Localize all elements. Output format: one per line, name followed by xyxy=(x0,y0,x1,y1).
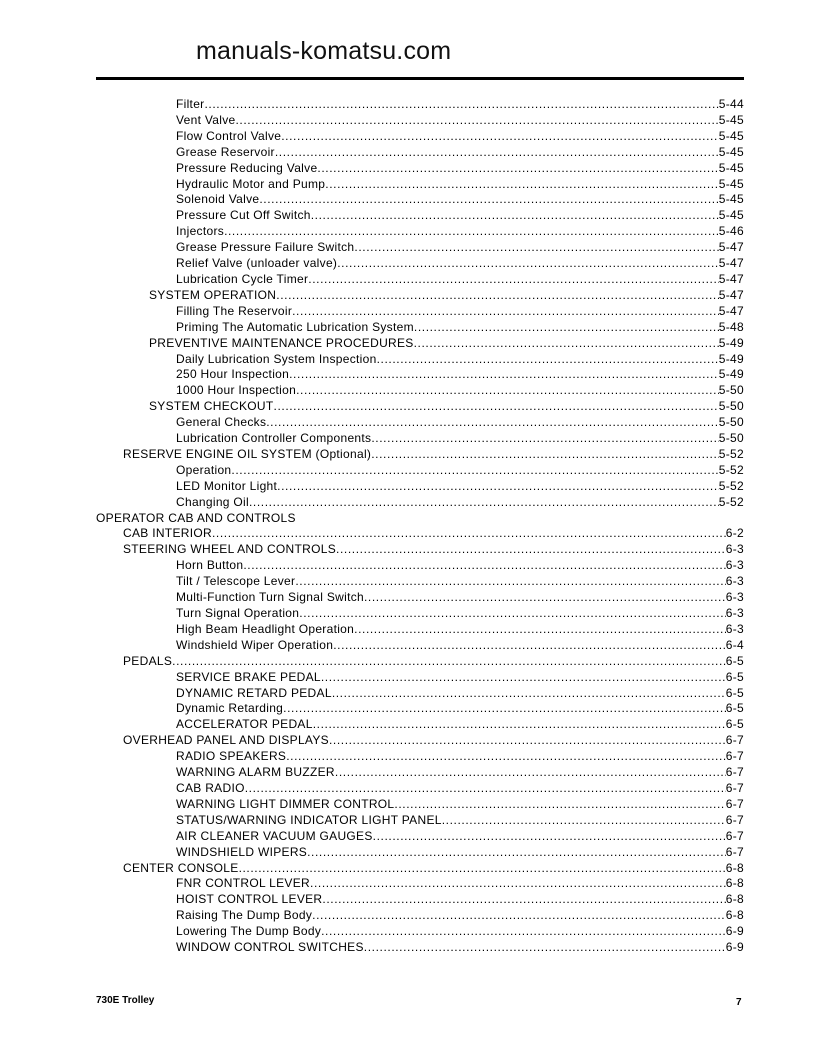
toc-entry[interactable] xyxy=(96,797,744,813)
toc-entry-title: Windshield Wiper Operation xyxy=(176,637,334,652)
toc-entry-title: 1000 Hour Inspection xyxy=(176,383,297,398)
toc-entry[interactable] xyxy=(96,701,744,717)
toc-entry[interactable] xyxy=(96,145,744,161)
dot-leader xyxy=(276,288,719,304)
toc-entry[interactable] xyxy=(96,479,744,495)
toc-entry[interactable] xyxy=(96,813,744,829)
toc-entry-title: General Checks xyxy=(176,415,267,430)
dot-leader xyxy=(354,240,718,256)
toc-entry-title: WARNING LIGHT DIMMER CONTROL xyxy=(176,796,395,811)
toc-entry-title: Pressure Cut Off Switch xyxy=(176,208,311,223)
toc-entry-title: Filling The Reservoir xyxy=(176,303,293,318)
dot-leader xyxy=(414,336,719,352)
toc-entry[interactable] xyxy=(96,542,744,558)
toc-entry-page: 6-9 xyxy=(725,940,744,955)
dot-leader xyxy=(224,224,719,240)
toc-entry-title: FNR CONTROL LEVER xyxy=(176,876,311,891)
toc-entry-title: Lubrication Controller Components xyxy=(176,431,372,446)
toc-entry-page: 5-52 xyxy=(718,494,744,509)
toc-entry-page: 6-3 xyxy=(725,606,744,620)
toc-entry-title: Flow Control Valve xyxy=(176,128,282,143)
dot-leader xyxy=(243,558,725,574)
toc-entry-title: Turn Signal Operation xyxy=(176,606,300,620)
toc-entry[interactable] xyxy=(96,845,744,861)
toc-entry[interactable] xyxy=(96,208,744,224)
toc-entry[interactable] xyxy=(96,749,744,765)
toc-entry[interactable] xyxy=(96,240,744,256)
toc-entry-title: Raising The Dump Body xyxy=(176,908,313,923)
dot-leader xyxy=(286,749,726,765)
dot-leader xyxy=(371,431,718,447)
dot-leader xyxy=(283,701,726,717)
toc-entry-title: Changing Oil xyxy=(176,494,249,509)
toc-entry-page: 5-44 xyxy=(718,97,744,111)
toc-entry-title: High Beam Headlight Operation xyxy=(176,621,355,636)
table-of-contents xyxy=(96,97,744,956)
toc-entry-page: 5-50 xyxy=(718,383,744,398)
dot-leader xyxy=(311,208,719,224)
toc-entry-page: 5-49 xyxy=(718,367,744,382)
toc-entry[interactable] xyxy=(96,606,744,622)
toc-entry-page: 5-46 xyxy=(718,224,744,239)
toc-entry-page: 5-52 xyxy=(718,446,744,461)
toc-entry-title: WINDSHIELD WIPERS xyxy=(176,844,308,859)
toc-entry-page: 6-7 xyxy=(725,733,744,748)
toc-entry-page: 5-50 xyxy=(718,415,744,430)
toc-entry[interactable] xyxy=(96,352,744,368)
toc-entry[interactable] xyxy=(96,192,744,208)
toc-entry-page: 5-45 xyxy=(718,112,744,127)
toc-entry-title: Relief Valve (unloader valve) xyxy=(176,256,338,271)
dot-leader xyxy=(239,861,726,877)
dot-leader xyxy=(204,97,718,113)
dot-leader xyxy=(310,876,726,892)
toc-entry[interactable] xyxy=(96,940,744,956)
toc-entry-page: 6-2 xyxy=(725,526,744,541)
toc-entry-title: Multi-Function Turn Signal Switch xyxy=(176,590,364,605)
toc-entry[interactable] xyxy=(96,638,744,654)
toc-entry-page: 5-45 xyxy=(718,192,744,207)
toc-entry-page: 6-5 xyxy=(725,701,744,716)
dot-leader xyxy=(277,479,719,495)
dot-leader xyxy=(172,654,726,670)
toc-entry[interactable] xyxy=(96,908,744,924)
dot-leader xyxy=(312,908,726,924)
dot-leader xyxy=(377,352,719,368)
toc-entry[interactable] xyxy=(96,113,744,129)
toc-entry-page: 5-47 xyxy=(718,240,744,255)
toc-entry-page: 6-7 xyxy=(725,765,744,780)
toc-entry-page: 6-8 xyxy=(725,908,744,923)
toc-entry[interactable] xyxy=(96,129,744,145)
toc-entry-page: 5-45 xyxy=(718,144,744,159)
toc-entry-title: Pressure Reducing Valve xyxy=(176,160,318,175)
toc-entry-page: 5-48 xyxy=(718,319,744,334)
toc-entry-page: 6-4 xyxy=(725,637,744,652)
dot-leader xyxy=(325,177,719,193)
dot-leader xyxy=(336,542,726,558)
toc-entry-title: Vent Valve xyxy=(176,112,236,127)
toc-entry[interactable] xyxy=(96,590,744,606)
toc-entry[interactable] xyxy=(96,367,744,383)
toc-entry[interactable] xyxy=(96,686,744,702)
toc-entry-page: 6-7 xyxy=(725,844,744,859)
toc-entry[interactable] xyxy=(96,733,744,749)
toc-entry-title: Tilt / Telescope Lever xyxy=(176,574,296,589)
watermark: manuals-komatsu.com xyxy=(196,37,452,65)
dot-leader xyxy=(335,765,726,781)
toc-entry[interactable] xyxy=(96,272,744,288)
toc-entry-title: STATUS/WARNING INDICATOR LIGHT PANEL xyxy=(176,812,442,827)
toc-entry-page: 5-49 xyxy=(718,351,744,366)
header-rule xyxy=(96,77,744,80)
dot-leader xyxy=(249,495,719,511)
toc-entry-title: SYSTEM OPERATION xyxy=(149,287,277,302)
toc-entry-title: LED Monitor Light xyxy=(176,478,278,493)
dot-leader xyxy=(329,733,726,749)
toc-entry-title: Injectors xyxy=(176,224,225,239)
toc-entry-title: Horn Button xyxy=(176,558,244,573)
toc-entry[interactable] xyxy=(96,861,744,877)
toc-entry-title: Lowering The Dump Body xyxy=(176,924,322,939)
toc-entry-title: DYNAMIC RETARD PEDAL xyxy=(176,685,332,700)
dot-leader xyxy=(266,415,719,431)
toc-entry-page: 6-7 xyxy=(725,749,744,764)
dot-leader xyxy=(354,622,726,638)
toc-entry-page: 5-45 xyxy=(718,160,744,175)
dot-leader xyxy=(295,574,725,590)
toc-entry-page: 6-5 xyxy=(725,717,744,732)
toc-entry[interactable] xyxy=(96,670,744,686)
dot-leader xyxy=(296,383,719,399)
toc-entry-page: 5-47 xyxy=(718,303,744,318)
toc-entry-title: Solenoid Valve xyxy=(176,192,260,207)
toc-entry-page: 6-3 xyxy=(725,621,744,636)
dot-leader xyxy=(321,670,726,686)
dot-leader xyxy=(275,145,719,161)
toc-entry[interactable] xyxy=(96,256,744,272)
toc-entry-page: 5-50 xyxy=(718,431,744,446)
toc-entry-title: SERVICE BRAKE PEDAL xyxy=(176,669,321,684)
toc-entry-page: 6-3 xyxy=(725,574,744,589)
toc-entry-page: 6-3 xyxy=(725,542,744,557)
toc-entry-title: STEERING WHEEL AND CONTROLS xyxy=(123,542,337,557)
toc-entry[interactable] xyxy=(96,304,744,320)
dot-leader xyxy=(292,304,719,320)
dot-leader xyxy=(289,367,719,383)
toc-entry[interactable] xyxy=(96,224,744,240)
toc-entry-page: 5-45 xyxy=(718,128,744,143)
toc-entry-title: Hydraulic Motor and Pump xyxy=(176,176,326,191)
toc-entry[interactable] xyxy=(96,876,744,892)
toc-entry-page: 6-8 xyxy=(725,892,744,907)
dot-leader xyxy=(308,272,719,288)
dot-leader xyxy=(259,192,718,208)
toc-entry-title: Daily Lubrication System Inspection xyxy=(176,351,377,366)
toc-entry-page: 6-7 xyxy=(725,780,744,795)
toc-entry-title: Grease Reservoir xyxy=(176,144,275,159)
toc-entry-title: OVERHEAD PANEL AND DISPLAYS xyxy=(123,733,329,748)
toc-entry-title: RADIO SPEAKERS xyxy=(176,749,287,764)
toc-entry-title: OPERATOR CAB AND CONTROLS xyxy=(96,510,296,525)
toc-entry[interactable] xyxy=(96,177,744,193)
toc-entry[interactable] xyxy=(96,463,744,479)
toc-entry-page: 5-52 xyxy=(718,478,744,493)
toc-entry[interactable] xyxy=(96,781,744,797)
toc-entry-page: 6-3 xyxy=(725,590,744,605)
toc-entry-page: 6-3 xyxy=(725,558,744,573)
footer-page-number: 7 xyxy=(736,997,742,1008)
toc-entry-title: WARNING ALARM BUZZER xyxy=(176,765,335,780)
dot-leader xyxy=(337,256,719,272)
toc-entry-title: AIR CLEANER VACUUM GAUGES xyxy=(176,828,373,843)
toc-entry-page: 6-7 xyxy=(725,812,744,827)
toc-entry[interactable] xyxy=(96,829,744,845)
dot-leader xyxy=(307,845,726,861)
toc-entry[interactable] xyxy=(96,161,744,177)
toc-entry[interactable] xyxy=(96,622,744,638)
toc-entry-page: 6-8 xyxy=(725,876,744,891)
toc-entry-title: CAB INTERIOR xyxy=(123,526,212,541)
dot-leader xyxy=(235,113,718,129)
toc-entry-page: 5-50 xyxy=(718,399,744,414)
toc-entry[interactable] xyxy=(96,447,744,463)
toc-entry-title: ACCELERATOR PEDAL xyxy=(176,717,313,732)
toc-entry-title: RESERVE ENGINE OIL SYSTEM (Optional) xyxy=(123,446,372,461)
dot-leader xyxy=(364,940,726,956)
toc-entry[interactable] xyxy=(96,511,744,527)
toc-entry-title: CENTER CONSOLE xyxy=(123,860,239,875)
toc-entry-title: WINDOW CONTROL SWITCHES xyxy=(176,940,364,955)
toc-entry-page: 5-45 xyxy=(718,208,744,223)
toc-entry[interactable] xyxy=(96,399,744,415)
toc-entry[interactable] xyxy=(96,558,744,574)
toc-entry[interactable] xyxy=(96,924,744,940)
toc-entry-page: 6-5 xyxy=(725,685,744,700)
dot-leader xyxy=(245,781,726,797)
toc-entry[interactable] xyxy=(96,320,744,336)
dot-leader xyxy=(322,892,725,908)
dot-leader xyxy=(321,924,726,940)
toc-entry-title: Dynamic Retarding xyxy=(176,701,284,716)
toc-entry[interactable] xyxy=(96,97,744,113)
dot-leader xyxy=(332,686,726,702)
toc-entry-title: HOIST CONTROL LEVER xyxy=(176,892,323,907)
toc-entry-page: 6-8 xyxy=(725,860,744,875)
toc-entry-page: 6-9 xyxy=(725,924,744,939)
dot-leader xyxy=(373,829,726,845)
toc-entry-page: 6-7 xyxy=(725,828,744,843)
toc-entry[interactable] xyxy=(96,765,744,781)
toc-entry-page: 6-7 xyxy=(725,796,744,811)
toc-entry-title: Filter xyxy=(176,97,205,111)
dot-leader xyxy=(212,526,726,542)
toc-entry[interactable] xyxy=(96,717,744,733)
toc-entry-title: 250 Hour Inspection xyxy=(176,367,290,382)
dot-leader xyxy=(313,717,726,733)
toc-entry[interactable] xyxy=(96,288,744,304)
dot-leader xyxy=(333,638,726,654)
toc-entry-page: 5-49 xyxy=(718,335,744,350)
toc-entry-page: 5-47 xyxy=(718,287,744,302)
toc-entry[interactable] xyxy=(96,383,744,399)
toc-entry-page: 5-47 xyxy=(718,256,744,271)
dot-leader xyxy=(299,606,725,622)
toc-entry-page: 5-52 xyxy=(718,462,744,477)
toc-entry-page: 5-47 xyxy=(718,271,744,286)
dot-leader xyxy=(364,590,726,606)
toc-entry-title: PEDALS xyxy=(123,653,173,668)
toc-entry-title: SYSTEM CHECKOUT xyxy=(149,399,274,414)
toc-entry-page: 6-5 xyxy=(725,669,744,684)
toc-entry-title: Grease Pressure Failure Switch xyxy=(176,240,355,255)
toc-entry[interactable] xyxy=(96,415,744,431)
toc-entry[interactable] xyxy=(96,431,744,447)
dot-leader xyxy=(442,813,726,829)
toc-entry[interactable] xyxy=(96,892,744,908)
toc-entry-page: 5-45 xyxy=(718,176,744,191)
toc-entry-title: Lubrication Cycle Timer xyxy=(176,271,309,286)
toc-entry-title: Priming The Automatic Lubrication System xyxy=(176,319,414,334)
toc-entry[interactable] xyxy=(96,654,744,670)
toc-entry-title: CAB RADIO xyxy=(176,780,245,795)
toc-entry-title: PREVENTIVE MAINTENANCE PROCEDURES xyxy=(149,335,414,350)
dot-leader xyxy=(371,447,719,463)
dot-leader xyxy=(394,797,725,813)
toc-entry[interactable] xyxy=(96,526,744,542)
dot-leader xyxy=(231,463,718,479)
dot-leader xyxy=(281,129,719,145)
toc-entry-title: Operation xyxy=(176,462,232,477)
toc-entry-page: 6-5 xyxy=(725,653,744,668)
toc-entry[interactable] xyxy=(96,574,744,590)
toc-entry[interactable] xyxy=(96,495,744,511)
dot-leader xyxy=(317,161,718,177)
toc-entry[interactable] xyxy=(96,336,744,352)
footer-title: 730E Trolley xyxy=(96,995,155,1006)
dot-leader xyxy=(274,399,719,415)
dot-leader xyxy=(414,320,719,336)
